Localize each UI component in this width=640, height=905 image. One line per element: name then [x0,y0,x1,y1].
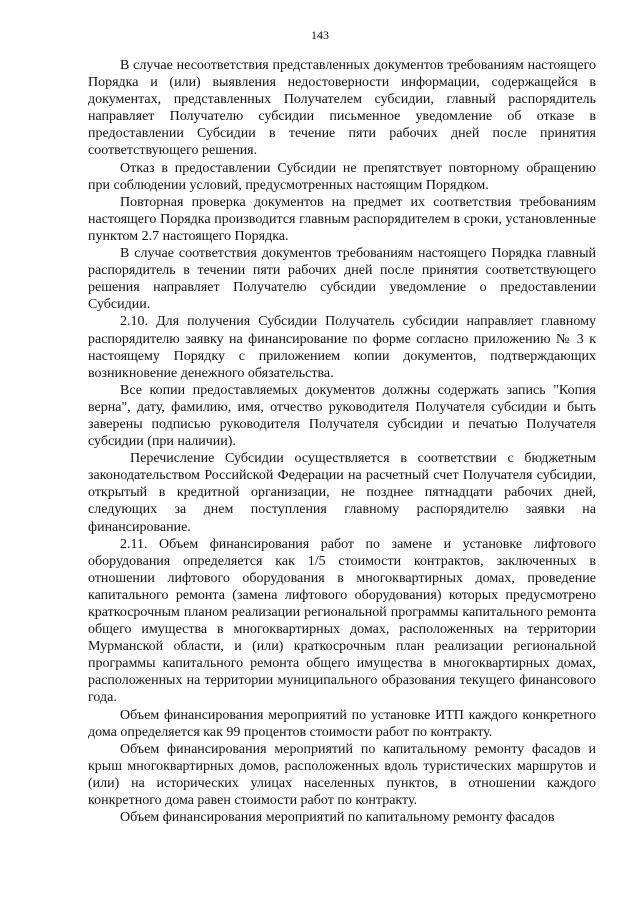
paragraph-transfer-of-subsidy: Перечисление Субсидии осуществляется в соответствии с бюджетным законодательством Российской Федерации на расчетный счет Получателя субсидии, открытый в кредитной организации, не позднее пятнадцати рабочих дней, следующих за днем поступления главному распорядителю заявки на финансирование. [88,451,596,535]
paragraph-facade-roof-financing: Объем финансирования мероприятий по капитальному ремонту фасадов и крыш многоквартирных домов, расположенных вдоль туристических маршрутов и (или) на исторических улицах населенных пунктов, в отношении каждого конкретного дома равен стоимости работ по контракту. [88,741,596,809]
paragraph-clause-2-10: 2.10. Для получения Субсидии Получатель субсидии направляет главному распорядителю заявку на финансирование по форме согласно приложению № 3 к настоящему Порядку с приложением копии документов, подтверждающих возникновение денежного обязательства. [88,314,596,381]
paragraph-copies-certified: Все копии предоставляемых документов должны содержать запись "Копия верна", дату, фамилию, имя, отчество руководителя Получателя субсидии и быть заверены подписью руководителя Получателя субсидии и печатью Получателя субсидии (при наличии). [88,382,596,450]
paragraph-clause-2-11: 2.11. Объем финансирования работ по замене и установке лифтового оборудования определяется как 1/5 стоимости контрактов, заключенных в отношении лифтового оборудования в многоквартирных домах, проведение капитального ремонта (замена лифтового оборудования) которых предусмотрено краткосрочным планом реализации региональной программы капитального ремонта общего имущества в многоквартирных домах, расположенных на территории Мурманской области, и (или) краткосрочным план реализации региональной программы капитального ремонта общего имущества в многоквартирных домах, расположенных на территории муниципального образования текущего финансового года. [88,536,596,706]
paragraph-rejection-notice: В случае несоответствия представленных документов требованиям настоящего Порядка и (или) выявления недостоверности информации, содержащейся в документах, представленных Получателем субсидии, главный распорядитель направляет Получателю субсидии письменное уведомление об отказе в предоставлении Субсидии в течение пяти рабочих дней после принятия соответствующего решения. [88,58,596,159]
paragraph-facade-financing-continued: Объем финансирования мероприятий по капитальному ремонту фасадов [120,810,555,826]
page-number: 143 [311,28,329,42]
paragraph-repeat-application: Отказ в предоставлении Субсидии не препятствует повторному обращению при соблюдении условий, предусмотренных настоящим Порядком. [88,160,596,193]
paragraph-approval-notice: В случае соответствия документов требованиям настоящего Порядка главный распорядитель в течении пяти рабочих дней после принятия соответствующего решения направляет Получателю субсидии уведомление о предоставлении Субсидии. [88,246,596,313]
document-body [88,57,596,826]
paragraph-repeat-check: Повторная проверка документов на предмет их соответствия требованиям настоящего Порядка производится главным распорядителем в сроки, установленные пунктом 2.7 настоящего Порядка. [88,194,596,244]
paragraph-itp-financing: Объем финансирования мероприятий по установке ИТП каждого конкретного дома определяется как 99 процентов стоимости работ по контракту. [88,707,596,740]
